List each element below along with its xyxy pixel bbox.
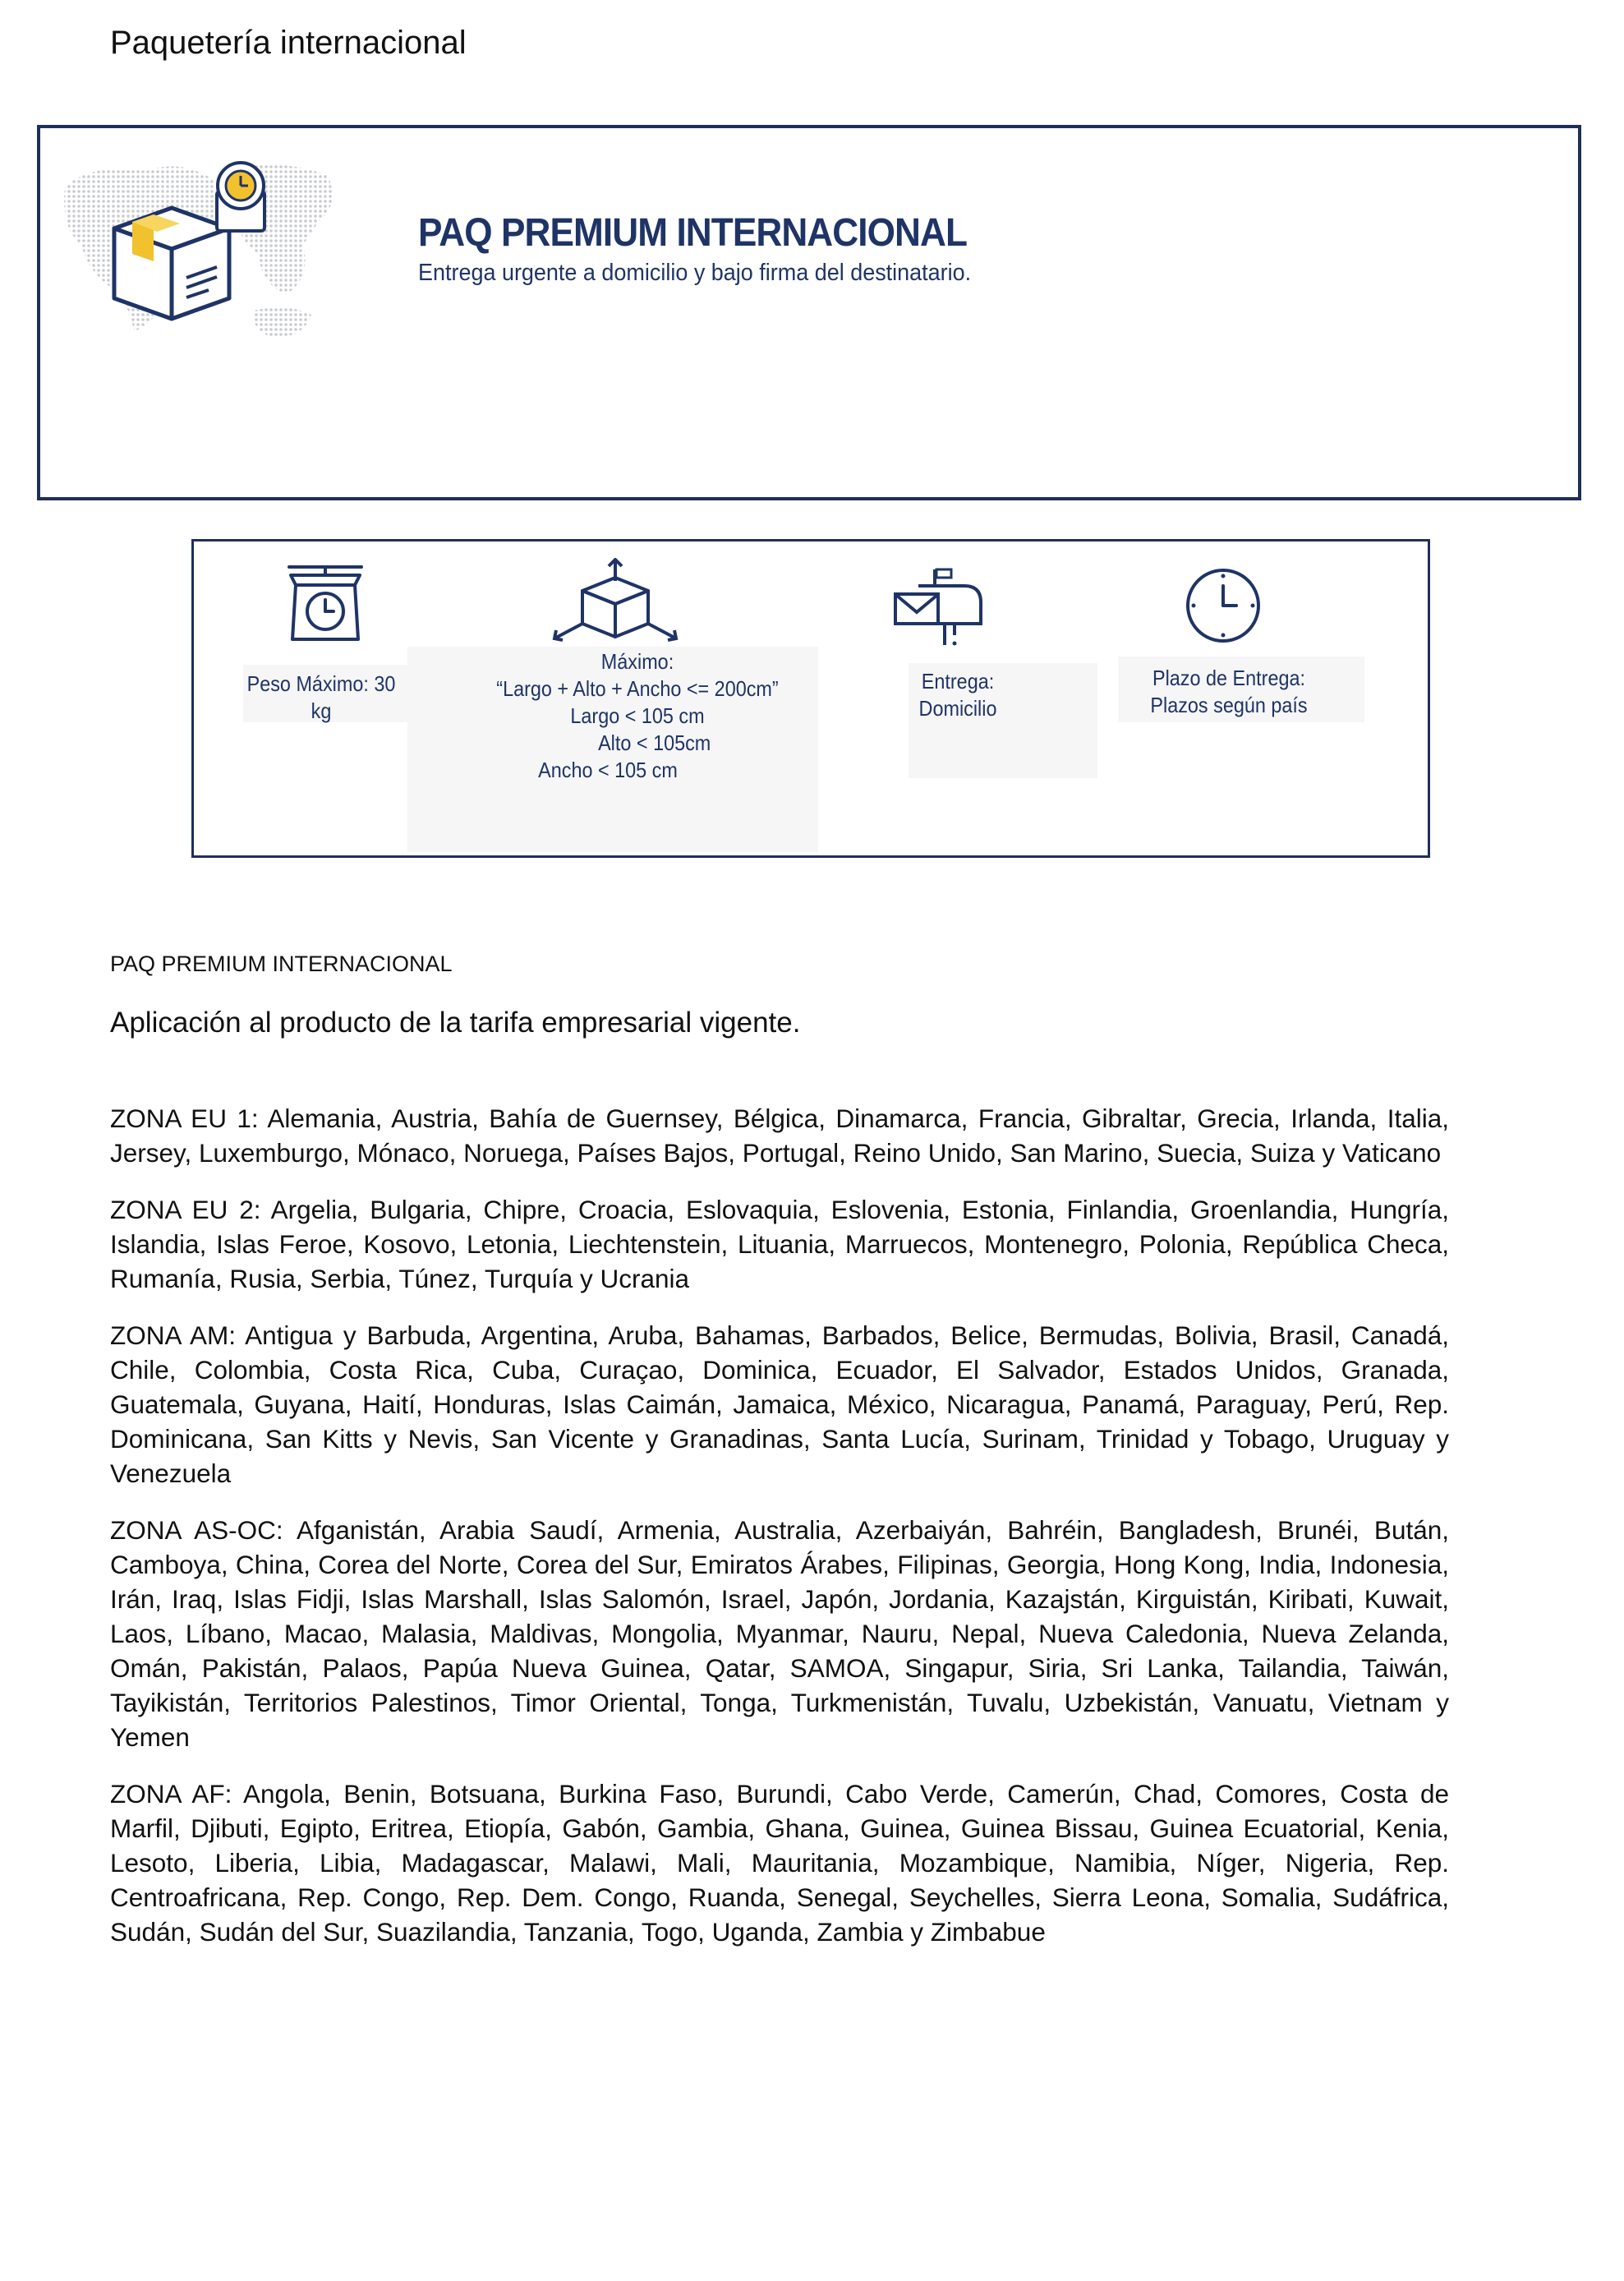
feature-line: Plazos según país bbox=[1150, 693, 1308, 717]
product-subtitle: Entrega urgente a domicilio y bajo firma del destinatario. bbox=[418, 260, 972, 286]
product-banner bbox=[37, 125, 1581, 500]
feature-deadline-text bbox=[1137, 665, 1322, 719]
feature-line: kg bbox=[311, 698, 332, 723]
feature-weight-text bbox=[237, 670, 407, 725]
feature-line: Largo < 105 cm bbox=[570, 703, 705, 728]
zone-eu1: ZONA EU 1: Alemania, Austria, Bahía de Guernsey, Bélgica, Dinamarca, Francia, Gibraltar, Grecia, Irlanda, Italia, Jersey, Luxemburgo, Mónaco, Noruega, Países Bajos, Portugal, Reino Unido, San Marino, Suecia, Suiza y Vaticano bbox=[110, 1104, 1449, 1168]
page-header: Paquetería internacional bbox=[110, 25, 467, 61]
scale-icon bbox=[284, 562, 366, 644]
tariff-note: Aplicación al producto de la tarifa empresarial vigente. bbox=[110, 1007, 801, 1039]
feature-panel bbox=[191, 539, 1430, 858]
zone-eu2: ZONA EU 2: Argelia, Bulgaria, Chipre, Croacia, Eslovaquia, Eslovenia, Estonia, Finlandia, Groenlandia, Hungría, Islandia, Islas Feroe, Kosovo, Letonia, Liechtenstein, Lituania, Marruecos, Montenegro, Polonia, República Checa, Rumanía, Rusia, Serbia, Túnez, Turquía y Ucrania bbox=[110, 1195, 1449, 1293]
package-scale-world-map-icon bbox=[57, 154, 344, 343]
feature-dimensions-text bbox=[482, 648, 793, 784]
feature-delivery-text bbox=[906, 668, 1010, 722]
feature-line: Alto < 105cm bbox=[598, 730, 711, 755]
feature-line: Entrega: bbox=[921, 669, 995, 694]
zone-as-oc: ZONA AS-OC: Afganistán, Arabia Saudí, Armenia, Australia, Azerbaiyán, Bahréin, Bangladesh, Brunéi, Bután, Camboya, China, Corea del Norte, Corea del Sur, Emiratos Árabes, Filipinas, Georgia, Hong Kong, India, Indonesia, Irán, Iraq, Islas Fidji, Islas Marshall, Islas Salomón, Israel, Japón, Jordania, Kazajstán, Kirguistán, Kiribati, Kuwait, Laos, Líbano, Macao, Malasia, Maldivas, Mongolia, Myanmar, Nauru, Nepal, Nueva Caledonia, Nueva Zelanda, Omán, Pakistán, Palaos, Papúa Nueva Guinea, Qatar, SAMOA, Singapur, Siria, Sri Lanka, Tailandia, Taiwán, Tayikistán, Territorios Palestinos, Timor Oriental, Tonga, Turkmenistán, Tuvalu, Uzbekistán, Vanuatu, Vietnam y Yemen bbox=[110, 1515, 1449, 1752]
feature-line: “Largo + Alto + Ancho <= 200cm” bbox=[496, 676, 779, 701]
feature-line: Domicilio bbox=[918, 696, 997, 721]
zone-list bbox=[110, 1101, 1449, 1971]
clock-icon bbox=[1184, 566, 1263, 645]
feature-line: Máximo: bbox=[600, 649, 674, 674]
product-title: PAQ PREMIUM INTERNACIONAL bbox=[418, 211, 968, 255]
section-label: PAQ PREMIUM INTERNACIONAL bbox=[110, 952, 453, 976]
feature-line: Plazo de Entrega: bbox=[1152, 666, 1306, 690]
zone-af: ZONA AF: Angola, Benin, Botsuana, Burkina Faso, Burundi, Cabo Verde, Camerún, Chad, Comores, Costa de Marfil, Djibuti, Egipto, Eritrea, Etiopía, Gabón, Gambia, Ghana, Guinea, Guinea Bissau, Guinea Ecuatorial, Kenia, Lesoto, Liberia, Libia, Madagascar, Malawi, Mali, Mauritania, Mozambique, Namibia, Níger, Nigeria, Rep. Centroafricana, Rep. Congo, Rep. Dem. Congo, Ruanda, Senegal, Seychelles, Sierra Leona, Somalia, Sudáfrica, Sudán, Sudán del Sur, Suazilandia, Tanzania, Togo, Uganda, Zambia y Zimbabue bbox=[110, 1779, 1449, 1947]
feature-line: Ancho < 105 cm bbox=[538, 758, 678, 782]
feature-line: Peso Máximo: 30 bbox=[246, 671, 396, 696]
dimensions-box-icon bbox=[550, 558, 681, 648]
mailbox-icon bbox=[894, 566, 984, 648]
zone-am: ZONA AM: Antigua y Barbuda, Argentina, Aruba, Bahamas, Barbados, Belice, Bermudas, Bolivia, Brasil, Canadá, Chile, Colombia, Costa Rica, Cuba, Curaçao, Dominica, Ecuador, El Salvador, Estados Unidos, Granada, Guatemala, Guyana, Haití, Honduras, Islas Caimán, Jamaica, México, Nicaragua, Panamá, Paraguay, Perú, Rep. Dominicana, San Kitts y Nevis, San Vicente y Granadinas, Santa Lucía, Surinam, Trinidad y Tobago, Uruguay y Venezuela bbox=[110, 1320, 1449, 1488]
